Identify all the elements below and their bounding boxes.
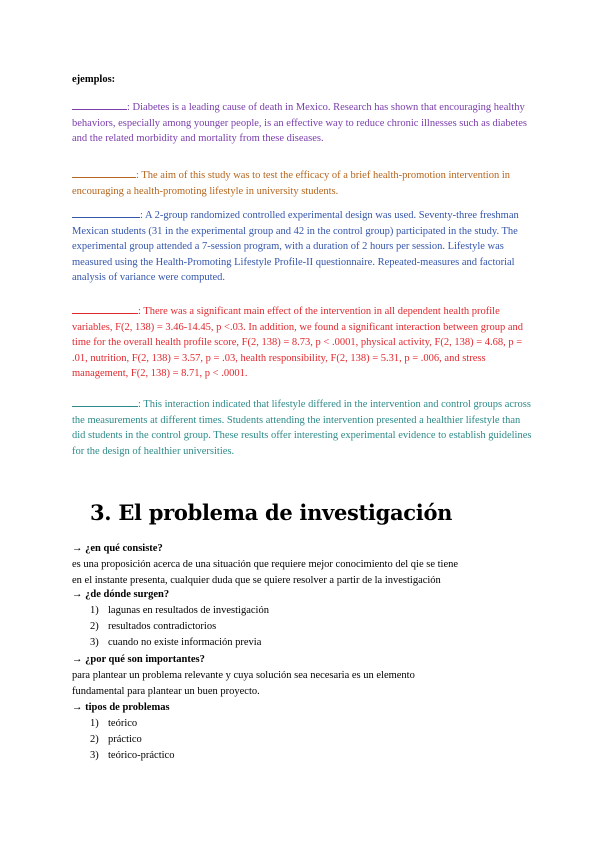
list-number: 1) (90, 718, 99, 729)
answer-line: fundamental para plantear un buen proyecto. (72, 686, 260, 697)
list-item (90, 732, 142, 747)
example-text: : The aim of this study was to test the efficacy of a brief health-promotion intervention in encouraging a health-promoting lifestyle in university students. (72, 170, 511, 197)
example-conclusions (72, 395, 532, 459)
answer-por-que-importantes (72, 668, 532, 700)
list-text: cuando no existe información previa (108, 637, 262, 648)
list-number: 1) (90, 605, 99, 616)
answer-line: es una proposición acerca de una situación que requiere mejor conocimiento del qie se tiene (72, 559, 459, 570)
answer-line: para plantear un problema relevante y cuya solución sea necesaria es un elemento (72, 670, 415, 681)
list-text: lagunas en resultados de investigación (108, 605, 269, 616)
example-text: : There was a significant main effect of the intervention in all dependent health profile variables, F(2, 138) = 3.46-14.45, p <.03. In addition, we found a significant interaction between group and time for the overall health profile score, F(2, 138) = 8.73, p < .0001, physical activity, F(2, 138) = 4.68, p = .01, nutrition, F(2, 138) = 3.57, p = .03, health responsibility, F(2, 138) = 5.31, p = .006, and stress management, F(2, 138) = 8.71, p < .0001. (72, 306, 523, 380)
fill-in-blank[interactable] (72, 302, 138, 314)
example-objective (72, 166, 532, 199)
section-title: 3. El problema de investigación (90, 500, 453, 525)
fill-in-blank[interactable] (72, 395, 138, 407)
question-donde-surgen: → ¿de dónde surgen? (72, 589, 170, 600)
example-background (72, 98, 532, 147)
answer-line: en el instante presenta, cualquier duda que se quiere resolver a partir de la investigación (72, 575, 441, 586)
list-number: 2) (90, 621, 99, 632)
example-methods (72, 206, 532, 286)
list-text: teórico-práctico (108, 750, 175, 761)
list-text: práctico (108, 734, 142, 745)
list-item (90, 716, 137, 731)
list-number: 2) (90, 734, 99, 745)
fill-in-blank[interactable] (72, 98, 127, 110)
ejemplos-label: ejemplos: (72, 74, 116, 85)
list-item (90, 603, 269, 618)
list-number: 3) (90, 637, 99, 648)
question-por-que-importantes: → ¿por qué son importantes? (72, 654, 205, 665)
fill-in-blank[interactable] (72, 166, 136, 178)
list-item (90, 635, 261, 650)
question-tipos-problemas: → tipos de problemas (72, 702, 170, 713)
list-item (90, 748, 174, 763)
list-text: teórico (108, 718, 138, 729)
example-text: : A 2-group randomized controlled experimental design was used. Seventy-three freshman Mexican students (31 in the experimental group and 42 in the control group) participated in the study. The experimental group attended a 7-session program, with a duration of 2 hours per session. Lifestyle was measured using the Health-Promoting Lifestyle Profile-II questionnaire. Repeated-measures and factorial analysis of variance were computed. (72, 210, 519, 284)
list-item (90, 619, 216, 634)
answer-que-consiste (72, 557, 532, 589)
example-results (72, 302, 532, 382)
fill-in-blank[interactable] (72, 206, 140, 218)
example-text: : This interaction indicated that lifestyle differed in the intervention and control groups across the measurements at different times. Students attending the intervention presented a healthier lifestyle than did students in the control group. These results offer interesting experimental evidence to establish guidelines for the design of healthier universities. (72, 399, 532, 457)
list-text: resultados contradictorios (108, 621, 217, 632)
list-number: 3) (90, 750, 99, 761)
example-text: : Diabetes is a leading cause of death in Mexico. Research has shown that encouraging healthy behaviors, especially among younger people, is an effective way to reduce chronic illnesses such as diabetes and the related morbidity and mortality from these diseases. (72, 102, 527, 145)
question-que-consiste: → ¿en qué consiste? (72, 543, 163, 554)
